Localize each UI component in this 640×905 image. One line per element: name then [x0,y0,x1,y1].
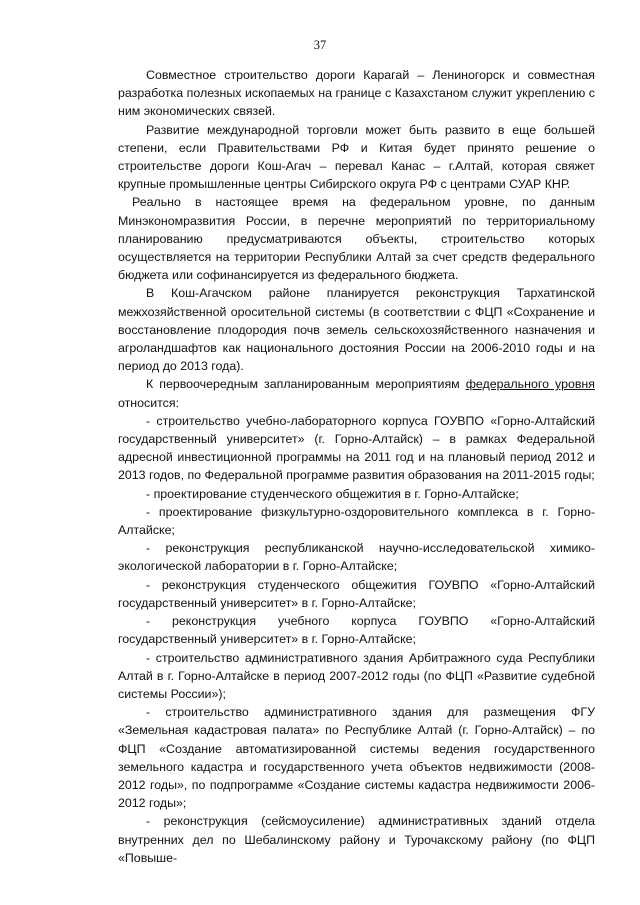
list-item: - реконструкция (сейсмоусиление) административных зданий отдела внутренних дел по Шебалинскому району и Турочакскому району (по ФЦП «Повыше- [118,814,595,865]
list-item: - строительство административного здания для размещения ФГУ «Земельная кадастровая палата» по Республике Алтай (г. Горно-Алтайск) – по ФЦП «Создание автоматизированной системы ведения государственного земельного кадастра и государственного учета объектов недвижимости (2008-2012 годы», по подпрограмме «Создание системы кадастра недвижимости 2006-2012 годы»; [118,705,595,811]
page-number: 37 [313,38,327,52]
list-item: - проектирование студенческого общежития в г. Горно-Алтайске; [146,486,519,501]
priority-intro-end: относится: [118,395,180,410]
list-item: - реконструкция учебного корпуса ГОУВПО «Горно-Алтайский государственный университет» в г. Горно-Алтайске; [118,614,595,647]
list-item: - строительство учебно-лабораторного корпуса ГОУВПО «Горно-Алтайский государственный университет» (г. Горно-Алтайск) – в рамках Федеральной адресной инвестиционной программы на 2011 год и на плановый период 2012 и 2013 годов, по Федеральной программе развития образования на 2011-2015 годы; [118,413,595,483]
paragraph-border-cooperation: Совместное строительство дороги Карагай – Лениногорск и совместная разработка полезных ископаемых на границе с Казахстаном служит укреплению с ним экономических связей. [118,68,595,119]
priority-intro-start: К первоочередным запланированным мероприятиям [146,377,466,392]
federal-level-underlined: федерального уровня [465,377,595,392]
paragraph-priority-intro [118,375,595,411]
list-item: - строительство административного здания Арбитражного суда Республики Алтай в г. Горно-Алтайске в период 2007-2012 годы (по ФЦП «Развитие судебной системы России»); [118,650,595,701]
list-item: - реконструкция студенческого общежития ГОУВПО «Горно-Алтайский государственный университет» в г. Горно-Алтайске; [118,577,595,610]
list-item: - реконструкция республиканской научно-исследовательской химико-экологической лаборатории в г. Горно-Алтайске; [118,541,595,574]
paragraph-international-trade: Развитие международной торговли может быть развито в еще большей степени, если Правительствами РФ и Китая будет принято решение о строительстве дороги Кош-Агач – перевал Канас – г.Алтай, которая свяжет крупные промышленные центры Сибирского округа РФ с центрами СУАР КНР. [118,122,595,192]
page-body [118,66,595,867]
list-item: - проектирование физкультурно-оздоровительного комплекса в г. Горно-Алтайске; [118,504,595,538]
paragraph-kosh-agach: В Кош-Агачском районе планируется реконструкция Тархатинской межхозяйственной оросительной системы (в соответствии с ФЦП «Сохранение и восстановление плодородия почв земель сельскохозяйственного назначения и агроландшафтов как национального достояния России на 2006-2010 годы и на период до 2013 года). [118,286,595,374]
paragraph-federal-level: Реально в настоящее время на федеральном уровне, по данным Минэкономразвития России, в перечне мероприятий по территориальному планированию предусматриваются объекты, строительство которых осуществляется на территории Республики Алтай за счет средств федерального бюджета или софинансируется из федерального бюджета. [118,195,595,283]
